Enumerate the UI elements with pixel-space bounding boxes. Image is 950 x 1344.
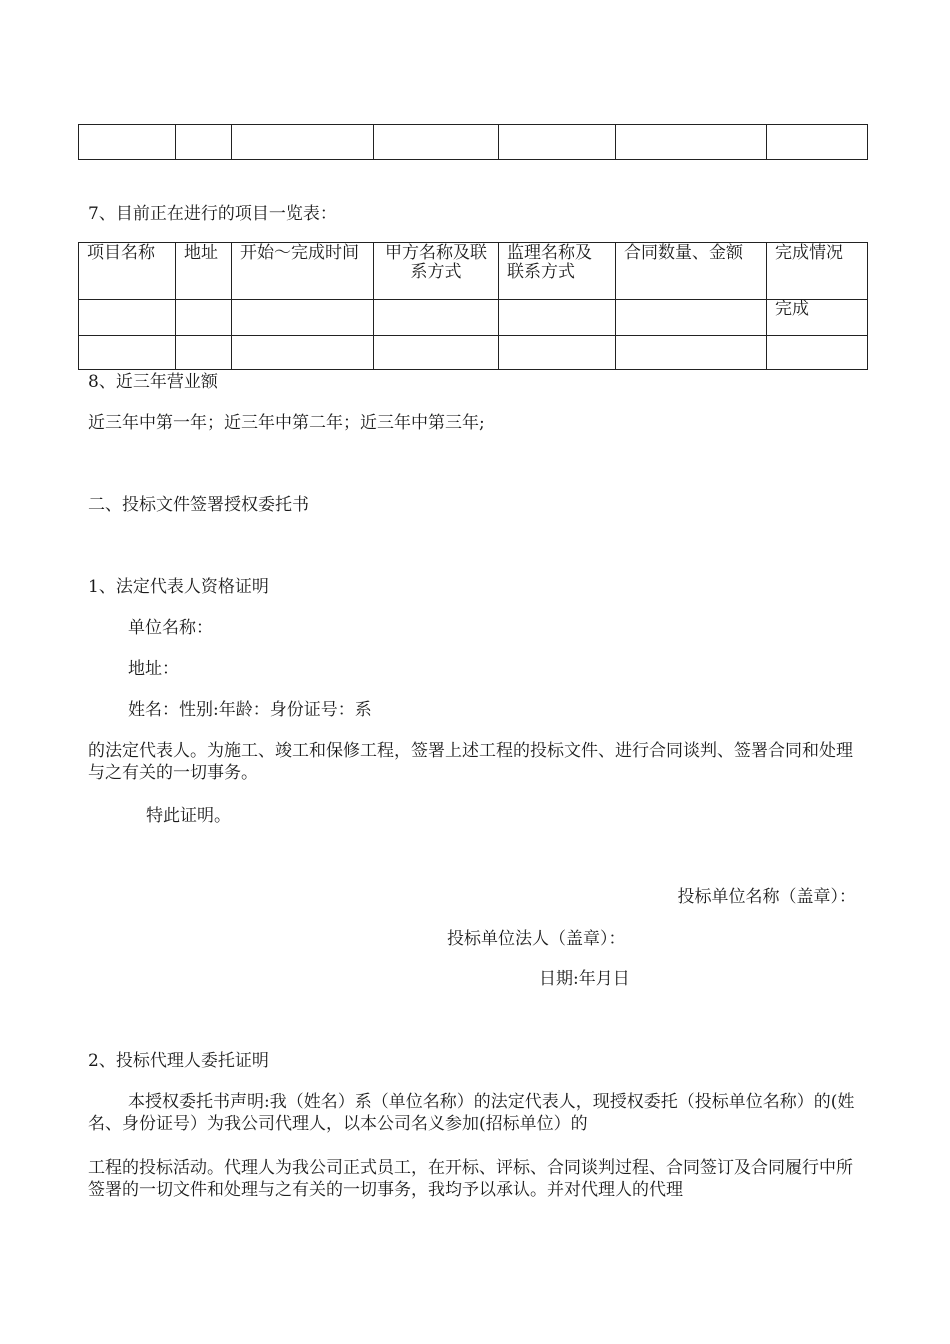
table-cell xyxy=(232,125,374,160)
section-7-heading: 7、目前正在进行的项目一览表： xyxy=(88,204,337,224)
cert-1-heading: 1、法定代表人资格证明 xyxy=(88,577,269,597)
table-cell xyxy=(79,125,176,160)
table-cell xyxy=(374,336,499,370)
cert-1-closing: 特此证明。 xyxy=(146,806,231,826)
table-cell xyxy=(767,336,868,370)
part-2-heading: 二、投标文件签署授权委托书 xyxy=(88,495,309,515)
section-8-heading: 8、近三年营业额 xyxy=(88,372,218,392)
cert-2-para-2: 工程的投标活动。代理人为我公司正式员工，在开标、评标、合同谈判过程、合同签订及合同履行中所签署的一切文件和处理与之有关的一切事务，我均予以承认。并对代理人的代理 xyxy=(88,1158,853,1200)
sign-unit-line: 投标单位名称（盖章）： xyxy=(677,887,856,907)
table-row xyxy=(79,336,868,370)
header-client-contact: 甲方名称及联系方式 xyxy=(374,243,499,300)
sign-date-line: 日期:年月日 xyxy=(539,969,630,989)
table-cell xyxy=(499,336,616,370)
header-completion-status: 完成情况 xyxy=(767,243,868,300)
sign-legal-line: 投标单位法人（盖章）： xyxy=(447,929,626,949)
table-cell xyxy=(232,300,374,336)
unit-name-label: 单位名称： xyxy=(128,618,213,638)
table-cell xyxy=(176,125,232,160)
table-row xyxy=(79,125,868,160)
header-contract-amount: 合同数量、金额 xyxy=(616,243,767,300)
table-row xyxy=(79,300,868,336)
table-cell xyxy=(232,336,374,370)
person-info-line: 姓名：性别:年龄：身份证号：系 xyxy=(128,700,372,720)
cert-2-heading: 2、投标代理人委托证明 xyxy=(88,1051,269,1071)
header-start-end-time: 开始～完成时间 xyxy=(232,243,374,300)
cert-2-para-1: 本授权委托书声明:我（姓名）系（单位名称）的法定代表人，现授权委托（投标单位名称）的(姓名、身份证号）为我公司代理人，以本公司名义参加(招标单位）的 xyxy=(88,1092,855,1134)
table-cell xyxy=(616,336,767,370)
cert-1-body: 的法定代表人。为施工、竣工和保修工程，签署上述工程的投标文件、进行合同谈判、签署合同和处理与之有关的一切事务。 xyxy=(88,741,853,783)
table-cell: 完成 xyxy=(767,300,868,336)
table-cell xyxy=(767,125,868,160)
header-project-name: 项目名称 xyxy=(79,243,176,300)
revenue-line: 近三年中第一年；近三年中第二年；近三年中第三年; xyxy=(88,413,485,433)
table-header-row xyxy=(79,243,868,300)
previous-projects-table xyxy=(78,124,868,160)
header-address: 地址 xyxy=(176,243,232,300)
table-cell xyxy=(499,300,616,336)
ongoing-projects-table xyxy=(78,242,868,370)
table-cell xyxy=(79,300,176,336)
address-label: 地址： xyxy=(128,659,179,679)
table-cell xyxy=(616,300,767,336)
header-supervisor-contact: 监理名称及联系方式 xyxy=(499,243,616,300)
table-cell xyxy=(79,336,176,370)
table-cell xyxy=(374,300,499,336)
table-cell xyxy=(176,300,232,336)
table-cell xyxy=(374,125,499,160)
table-cell xyxy=(616,125,767,160)
table-cell xyxy=(176,336,232,370)
table-cell xyxy=(499,125,616,160)
